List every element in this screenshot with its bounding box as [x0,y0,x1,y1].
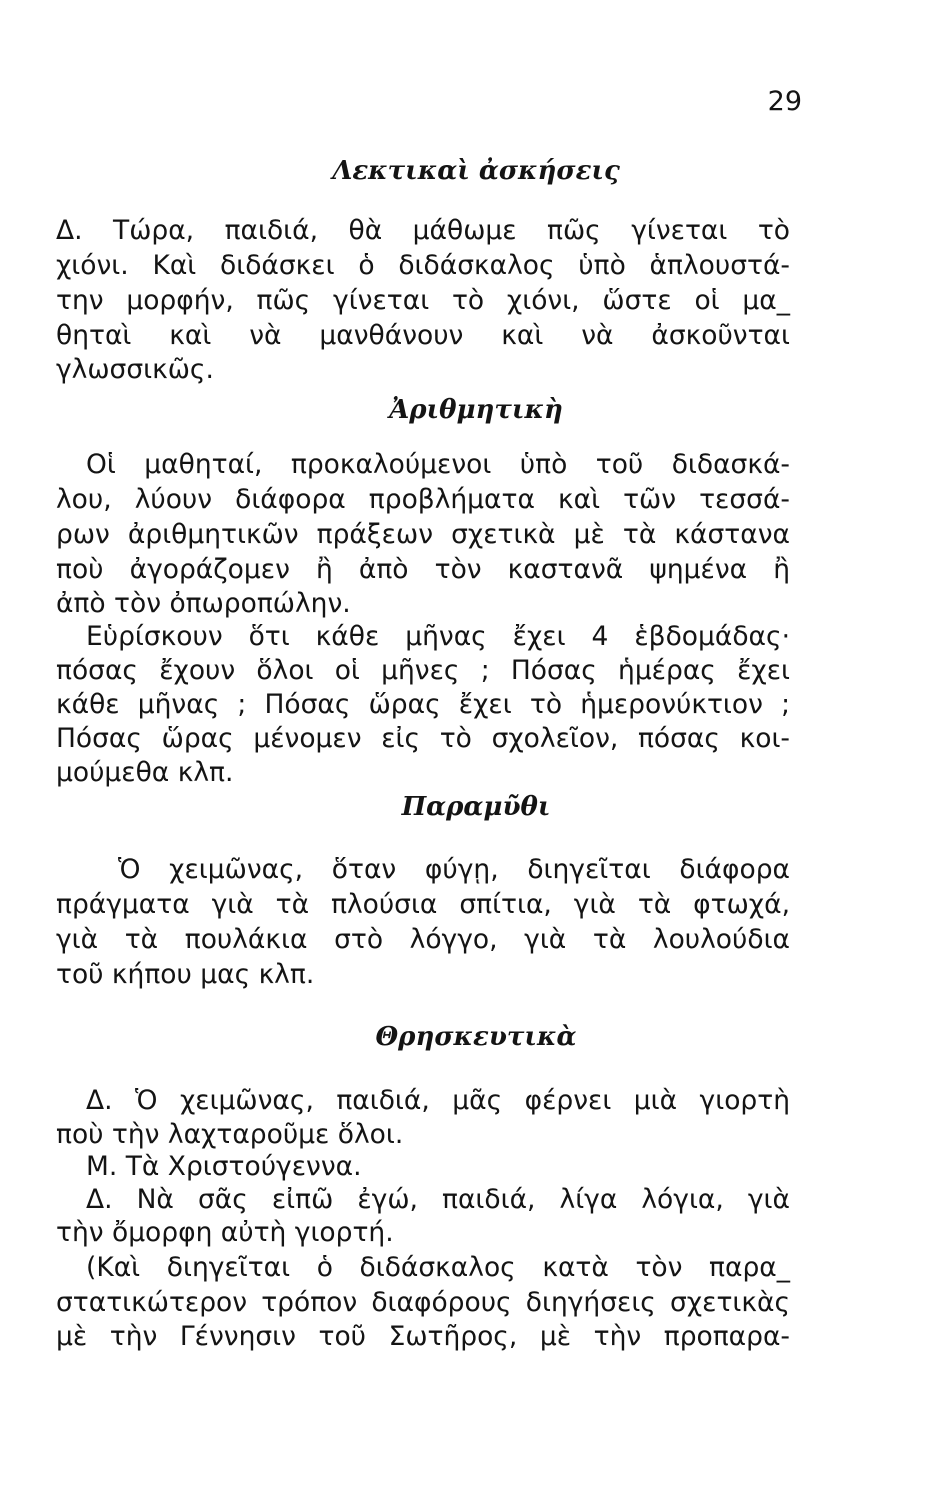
text-line: Δ. Ὁ χειμῶνας, παιδιά, μᾶς φέρνει μιὰ γιορτὴ [86,1085,790,1116]
text-line: Ὁ χειμῶνας, ὅταν φύγῃ, διηγεῖται διάφορα [118,854,790,885]
text-line: γιὰ τὰ πουλάκια στὸ λόγγο, γιὰ τὰ λουλούδια [56,924,790,955]
text-line: τὴν ὄμορφη αὐτὴ γιορτή. [56,1217,394,1248]
section-heading: Ἀριθμητικὴ [389,395,563,425]
text-line: Μ. Τὰ Χριστούγεννα. [86,1151,362,1182]
text-line: τοῦ κήπου μας κλπ. [56,959,315,990]
text-line: πράγματα γιὰ τὰ πλούσια σπίτια, γιὰ τὰ φτωχά, [56,889,790,920]
text-line: Δ. Νὰ σᾶς εἰπῶ ἐγώ, παιδιά, λίγα λόγια, γιὰ [86,1184,790,1215]
text-line: ἀπὸ τὸν ὀπωροπώλην. [56,588,351,619]
text-line: ποὺ ἀγοράζομεν ἢ ἀπὸ τὸν καστανᾶ ψημένα ἢ [56,554,790,585]
text-line: την μορφήν, πῶς γίνεται τὸ χιόνι, ὥστε οἱ μα_ [56,285,790,316]
section-heading: Παραμῦθι [401,792,551,822]
text-line: Πόσας ὥρας μένομεν εἰς τὸ σχολεῖον, πόσας κοι- [56,723,790,754]
text-line: πόσας ἔχουν ὅλοι οἱ μῆνες ; Πόσας ἡμέρας ἔχει [56,655,790,686]
page-number: 29 [767,86,802,117]
text-line: Οἱ μαθηταί, προκαλούμενοι ὑπὸ τοῦ διδασκά- [86,449,790,480]
text-line: ποὺ τὴν λαχταροῦμε ὅλοι. [56,1119,404,1150]
text-line: μούμεθα κλπ. [56,757,234,788]
text-line: (Καὶ διηγεῖται ὁ διδάσκαλος κατὰ τὸν παρα_ [86,1252,790,1283]
text-line: στατικώτερον τρόπον διαφόρους διηγήσεις σχετικὰς [56,1287,790,1318]
text-line: χιόνι. Καὶ διδάσκει ὁ διδάσκαλος ὑπὸ ἁπλουστά- [56,250,790,281]
text-line: κάθε μῆνας ; Πόσας ὥρας ἔχει τὸ ἡμερονύκτιον ; [56,689,790,720]
text-line: Εὑρίσκουν ὅτι κάθε μῆνας ἔχει 4 ἑβδομάδας· [86,621,790,652]
section-heading: Λεκτικαὶ ἀσκήσεις [332,156,620,186]
text-line: ρων ἀριθμητικῶν πράξεων σχετικὰ μὲ τὰ κάστανα [56,519,790,550]
section-heading: Θρησκευτικὰ [375,1022,577,1052]
text-line: Δ. Τώρα, παιδιά, θὰ μάθωμε πῶς γίνεται τὸ [56,215,790,246]
text-line: λου, λύουν διάφορα προβλήματα καὶ τῶν τεσσά- [56,484,790,515]
text-line: μὲ τὴν Γέννησιν τοῦ Σωτῆρος, μὲ τὴν προπαρα- [56,1321,790,1352]
text-line: θηταὶ καὶ νὰ μανθάνουν καὶ νὰ ἀσκοῦνται [56,320,790,351]
text-line: γλωσσικῶς. [56,354,214,385]
